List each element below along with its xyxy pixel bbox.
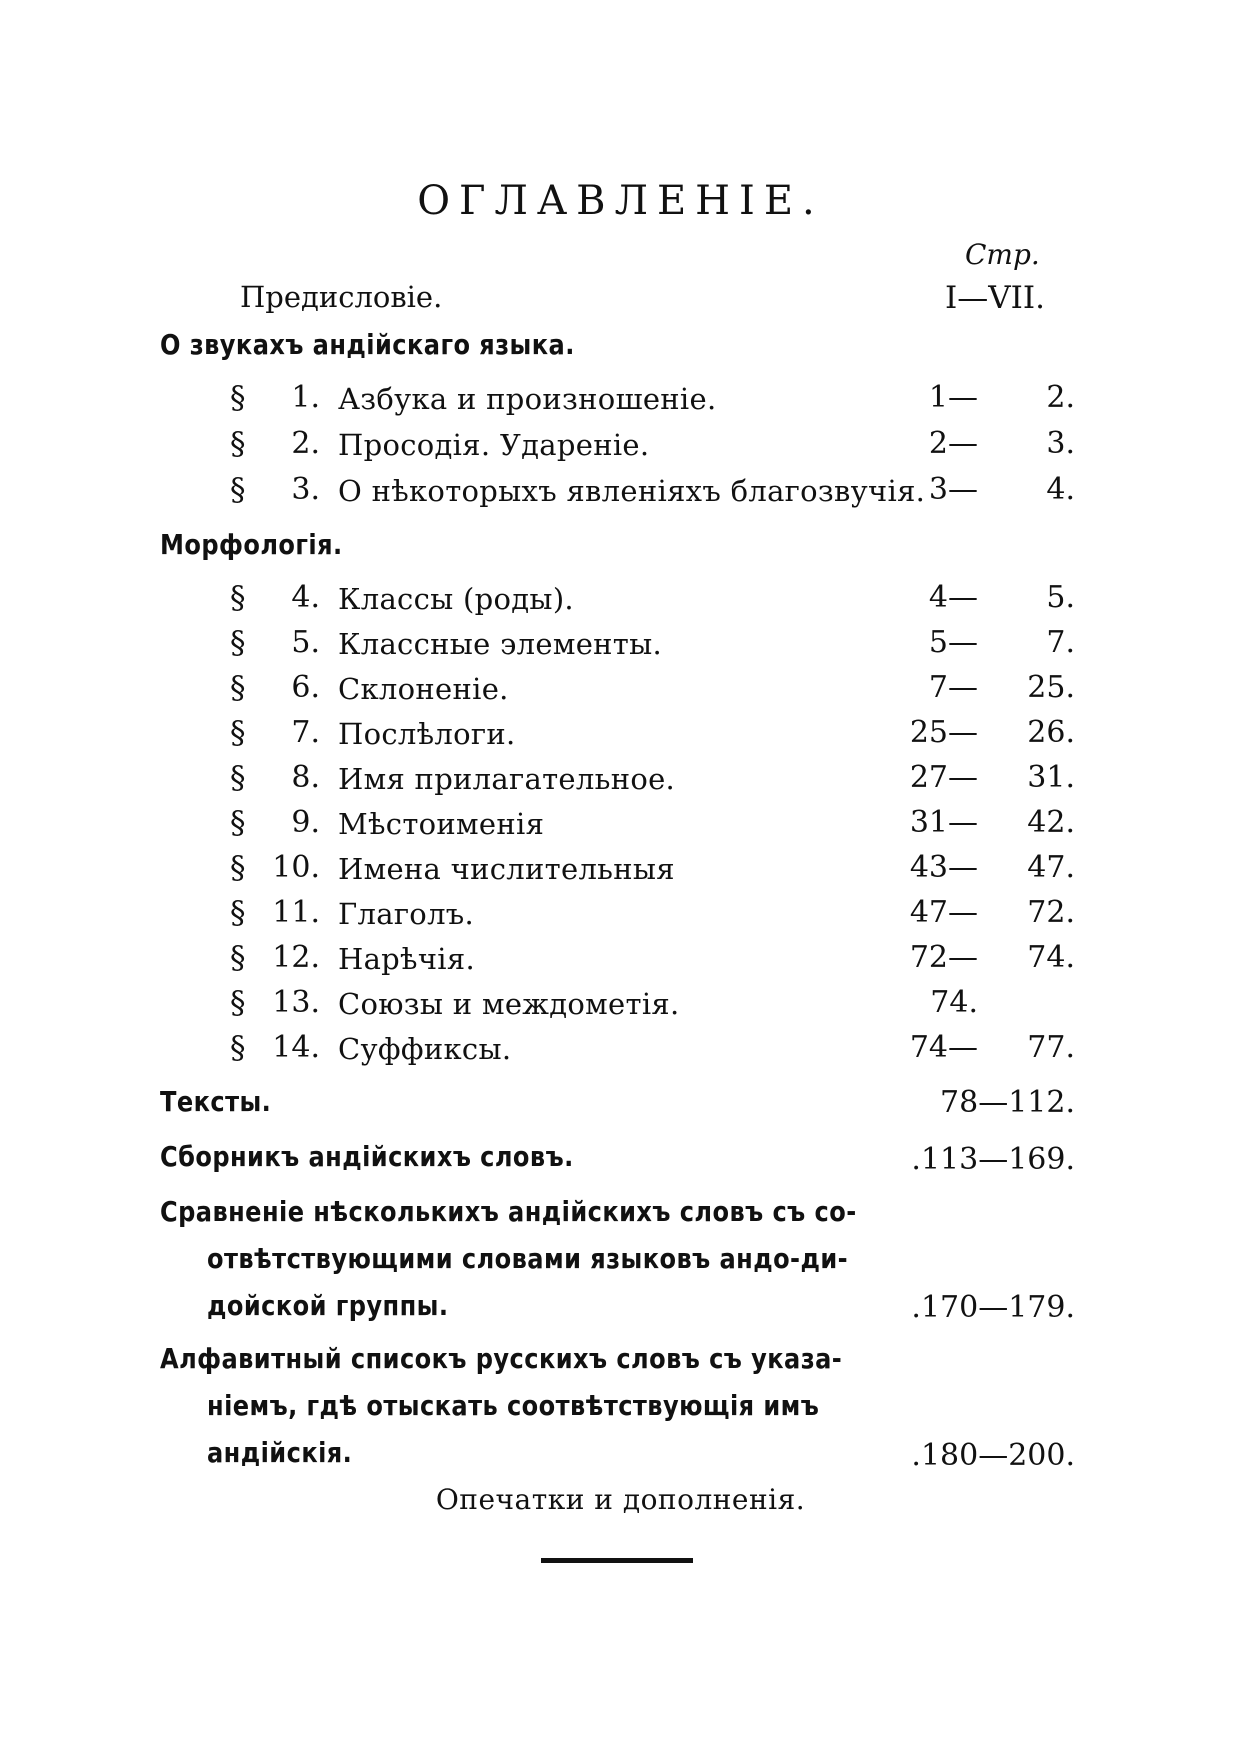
paragraph-sign: § <box>230 1030 246 1066</box>
item-number: 1. <box>291 380 320 415</box>
page-to: 74. <box>1027 940 1075 975</box>
item-title: Склоненіе. <box>338 672 509 706</box>
item-title: О нѣкоторыхъ явленіяхъ благозвучія. <box>338 474 926 508</box>
page-to: 47. <box>1027 850 1075 885</box>
item-title: Мѣстоименія <box>338 807 545 841</box>
paragraph-sign: § <box>230 715 246 751</box>
errata-line: Опечатки и дополненія. <box>435 1483 806 1516</box>
alphabetical-pages: .180—200. <box>911 1438 1075 1473</box>
page-from: 2— <box>928 426 978 461</box>
item-number: 9. <box>291 805 320 840</box>
item-title: Суффиксы. <box>338 1032 512 1066</box>
paragraph-sign: § <box>230 426 246 462</box>
page-from: 5— <box>928 625 978 660</box>
item-number: 3. <box>291 472 320 507</box>
page-to: 31. <box>1027 760 1075 795</box>
page-to: 3. <box>1046 426 1075 461</box>
comparison-pages: .170—179. <box>911 1290 1075 1325</box>
item-number: 14. <box>272 1030 320 1065</box>
paragraph-sign: § <box>230 940 246 976</box>
page-from: 7— <box>928 670 978 705</box>
page-to: 4. <box>1046 472 1075 507</box>
item-number: 5. <box>291 625 320 660</box>
alphabetical-line-3: андійскія. <box>207 1436 353 1469</box>
page-to: 77. <box>1027 1030 1075 1065</box>
closing-rule <box>541 1558 693 1563</box>
item-number: 6. <box>291 670 320 705</box>
comparison-line-2: отвѣтствующими словами языковъ андо-ди- <box>207 1242 849 1275</box>
collection-pages: .113—169. <box>911 1142 1075 1177</box>
page-to: 5. <box>1046 580 1075 615</box>
paragraph-sign: § <box>230 580 246 616</box>
page-to: 72. <box>1027 895 1075 930</box>
item-title: Классы (роды). <box>338 582 574 616</box>
page-from: 74— <box>909 1030 978 1065</box>
comparison-line-1: Сравненіе нѣсколькихъ андійскихъ словъ съ со- <box>160 1195 857 1228</box>
item-number: 10. <box>272 850 320 885</box>
item-number: 8. <box>291 760 320 795</box>
item-title: Глаголъ. <box>338 897 475 931</box>
paragraph-sign: § <box>230 805 246 841</box>
item-number: 11. <box>272 895 320 930</box>
paragraph-sign: § <box>230 670 246 706</box>
paragraph-sign: § <box>230 985 246 1021</box>
paragraph-sign: § <box>230 472 246 508</box>
preface-pages: I—VII. <box>945 280 1045 316</box>
paragraph-sign: § <box>230 760 246 796</box>
section-heading-sounds: О звукахъ андійскаго языка. <box>160 328 575 361</box>
item-title: Союзы и междометія. <box>338 987 680 1021</box>
page-from: 72— <box>909 940 978 975</box>
texts-pages: 78—112. <box>940 1085 1075 1120</box>
paragraph-sign: § <box>230 380 246 416</box>
item-number: 7. <box>291 715 320 750</box>
page-from: 27— <box>909 760 978 795</box>
item-title: Послѣлоги. <box>338 717 516 751</box>
item-number: 13. <box>272 985 320 1020</box>
page-from: 74. <box>930 985 978 1020</box>
page-to: 42. <box>1027 805 1075 840</box>
paragraph-sign: § <box>230 850 246 886</box>
paragraph-sign: § <box>230 625 246 661</box>
comparison-line-3: дойской группы. <box>207 1289 449 1322</box>
item-number: 4. <box>291 580 320 615</box>
section-heading-morphology: Морфологія. <box>160 528 343 561</box>
item-title: Имена числительныя <box>338 852 675 886</box>
page-to: 26. <box>1027 715 1075 750</box>
item-number: 12. <box>272 940 320 975</box>
page-from: 25— <box>909 715 978 750</box>
item-title: Имя прилагательное. <box>338 762 676 796</box>
page-to: 7. <box>1046 625 1075 660</box>
page-from: 1— <box>928 380 978 415</box>
item-number: 2. <box>291 426 320 461</box>
page-to: 25. <box>1027 670 1075 705</box>
page-title: ОГЛАВЛЕНIЕ. <box>417 178 824 224</box>
page-from: 47— <box>909 895 978 930</box>
item-title: Классные элементы. <box>338 627 663 661</box>
alphabetical-line-2: ніемъ, гдѣ отыскать соотвѣтствующія имъ <box>207 1389 820 1422</box>
item-title: Просодія. Удареніе. <box>338 428 650 462</box>
page-from: 43— <box>909 850 978 885</box>
alphabetical-line-1: Алфавитный списокъ русскихъ словъ съ указа- <box>160 1342 843 1375</box>
item-title: Нарѣчія. <box>338 942 475 976</box>
section-heading-texts: Тексты. <box>160 1085 272 1118</box>
paragraph-sign: § <box>230 895 246 931</box>
page-column-header: Стр. <box>965 238 1040 271</box>
preface-label: Предисловіе. <box>240 280 443 314</box>
page-from: 4— <box>928 580 978 615</box>
section-heading-collection: Сборникъ андійскихъ словъ. <box>160 1140 574 1173</box>
page-from: 3— <box>928 472 978 507</box>
item-title: Азбука и произношеніе. <box>338 382 717 416</box>
page-from: 31— <box>909 805 978 840</box>
page-to: 2. <box>1046 380 1075 415</box>
